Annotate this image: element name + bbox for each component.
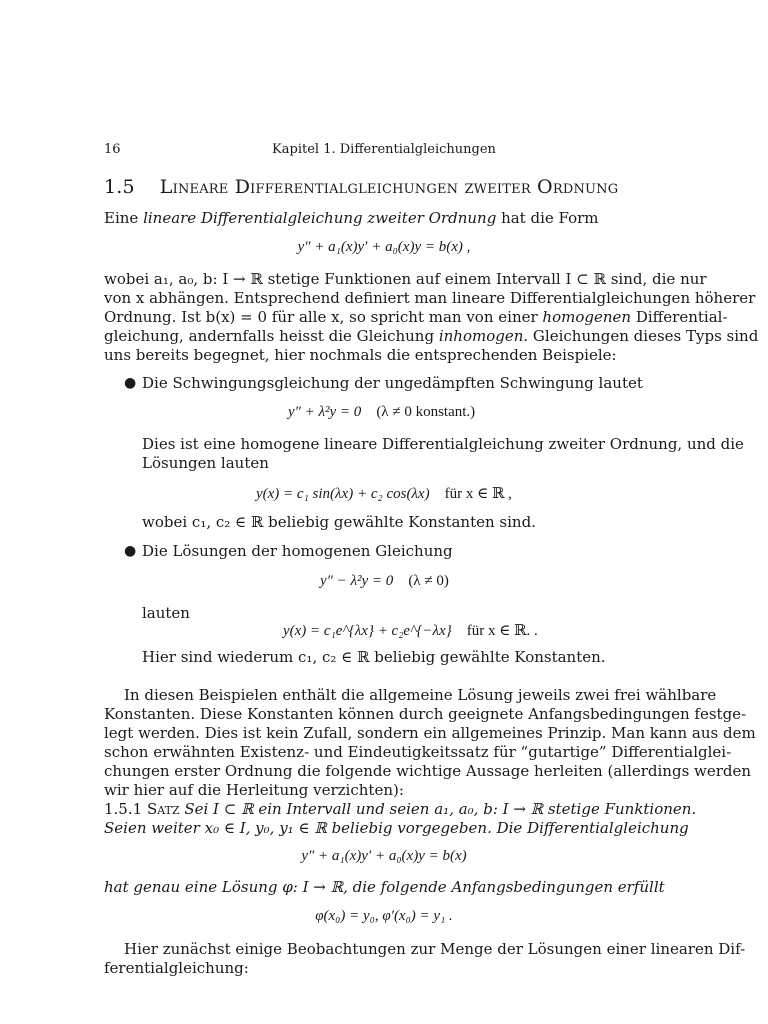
- para1-line3-post: Differential-: [631, 308, 728, 326]
- para1-line4-post: . Gleichungen dieses Typs sind: [523, 327, 759, 345]
- theorem-equation: y″ + a₁(x)y′ + a₀(x)y = b(x): [301, 848, 467, 864]
- theorem-line3: hat genau eine Lösung φ: I → ℝ, die folgende Anfangsbedingungen erfüllt: [104, 878, 665, 896]
- bullet-1-desc-line2: Lösungen lauten: [142, 454, 269, 472]
- para1-line4-em: inhomogen: [438, 327, 524, 345]
- para1-line1: wobei a₁, a₀, b: I → ℝ stetige Funktionen auf einem Intervall I ⊂ ℝ sind, die nur: [104, 270, 707, 288]
- section-number: 1.5: [104, 176, 135, 198]
- running-title: Kapitel 1. Differentialgleichungen: [272, 142, 496, 157]
- bullet-1-sol-note: für x ∈ ℝ ,: [444, 486, 512, 502]
- para1-line3-pre: Ordnung. Ist b(x) = 0 für alle x, so spricht man von einer: [104, 308, 543, 326]
- bullet-2-solution: [283, 621, 538, 640]
- section-heading: [104, 176, 618, 198]
- bullet-1-eq-note: (λ ≠ 0 konstant.): [376, 404, 476, 420]
- intro-post: hat die Form: [496, 209, 599, 227]
- page-number: 16: [104, 142, 121, 157]
- bullet-2-sol-note: für x ∈ ℝ. .: [466, 623, 538, 639]
- bullet-1-solution: [256, 484, 512, 503]
- theorem-number: 1.5.1: [104, 800, 143, 818]
- intro-term: lineare Differentialgleichung zweiter Ordnung: [143, 209, 497, 227]
- para1-line5: uns bereits begegnet, hier nochmals die entsprechenden Beispiele:: [104, 346, 617, 364]
- theorem-line1: [104, 800, 697, 819]
- bullet-2-sol-eq: y(x) = c₁e^{λx} + c₂e^{−λx}: [283, 623, 452, 639]
- para2-line2: Konstanten. Diese Konstanten können durch geeignete Anfangsbedingungen festge-: [104, 705, 747, 723]
- intro-line: [104, 209, 599, 228]
- bullet-2-text: Die Lösungen der homogenen Gleichung: [142, 542, 453, 560]
- para3-line2: ferentialgleichung:: [104, 959, 249, 977]
- bullet-2-lauten: lauten: [142, 604, 190, 622]
- para3-line1: Hier zunächst einige Beobachtungen zur Menge der Lösungen einer linearen Dif-: [124, 940, 746, 958]
- bullet-2-dot: ●: [124, 543, 137, 559]
- para1-line3-em: homogenen: [542, 308, 632, 326]
- bullet-2-constants: Hier sind wiederum c₁, c₂ ∈ ℝ beliebig gewählte Konstanten.: [142, 648, 606, 666]
- main-equation: y″ + a₁(x)y′ + a₀(x)y = b(x) ,: [297, 239, 471, 255]
- intro-pre: Eine: [104, 209, 144, 227]
- bullet-2-eq-note: (λ ≠ 0): [408, 573, 449, 589]
- para1-line3: [104, 308, 728, 327]
- theorem-line2: Seien weiter x₀ ∈ I, y₀, y₁ ∈ ℝ beliebig vorgegeben. Die Differentialgleichung: [104, 819, 689, 837]
- para2-line5: chungen erster Ordnung die folgende wichtige Aussage herleiten (allerdings werden: [104, 762, 752, 780]
- para2-line3: legt werden. Dies ist kein Zufall, sondern ein allgemeines Prinzip. Man kann aus dem: [104, 724, 756, 742]
- para1-line4-pre: gleichung, andernfalls heisst die Gleichung: [104, 327, 439, 345]
- bullet-1-eq: y″ + λ²y = 0: [288, 404, 362, 420]
- para2-line1: In diesen Beispielen enthält die allgemeine Lösung jeweils zwei frei wählbare: [124, 686, 717, 704]
- bullet-1-desc-line1: Dies ist eine homogene lineare Differentialgleichung zweiter Ordnung, und die: [142, 435, 744, 453]
- bullet-1-constants: wobei c₁, c₂ ∈ ℝ beliebig gewählte Konstanten sind.: [142, 513, 536, 531]
- para2-line4: schon erwähnten Existenz- und Eindeutigkeitssatz für “gutartige” Differentialglei-: [104, 743, 732, 761]
- section-title: Lineare Differentialgleichungen zweiter Ordnung: [159, 176, 619, 198]
- bullet-1-equation: [288, 404, 475, 421]
- bullet-2-equation: [320, 573, 449, 590]
- theorem-initial-conditions: φ(x₀) = y₀, φ′(x₀) = y₁ .: [315, 908, 453, 924]
- bullet-1-dot: ●: [124, 375, 137, 391]
- theorem-line1-text: Sei I ⊂ ℝ ein Intervall und seien a₁, a₀, b: I → ℝ stetige Funktionen.: [184, 800, 697, 818]
- bullet-1-text: Die Schwingungsgleichung der ungedämpften Schwingung lautet: [142, 374, 643, 392]
- theorem-label: Satz: [146, 800, 180, 818]
- bullet-2-eq: y″ − λ²y = 0: [320, 573, 394, 589]
- para1-line2: von x abhängen. Entsprechend definiert man lineare Differentialgleichungen höherer: [104, 289, 756, 307]
- para2-line6: wir hier auf die Herleitung verzichten):: [104, 781, 404, 799]
- para1-line4: [104, 327, 759, 346]
- bullet-1-sol-eq: y(x) = c₁ sin(λx) + c₂ cos(λx): [256, 486, 430, 502]
